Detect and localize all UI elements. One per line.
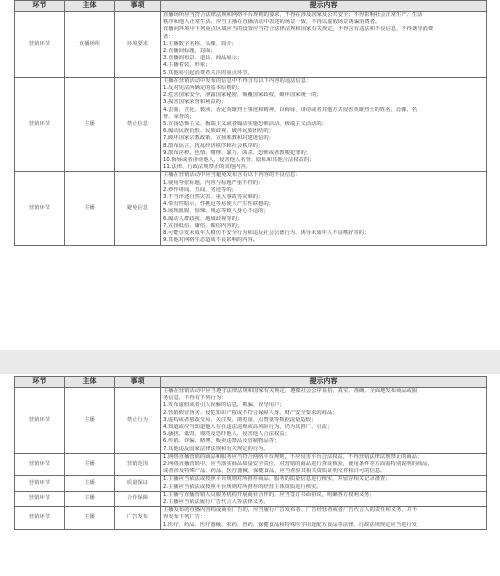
document-page-1 [14, 0, 486, 348]
table-header-row [15, 1, 487, 12]
section-cell: 营销环节 [15, 507, 65, 530]
content-cell [161, 491, 487, 506]
header-subject: 主体 [65, 1, 115, 12]
content-cell [161, 507, 487, 530]
section-cell: 营销环节 [15, 491, 65, 506]
content-line: 6.煽动民族仇恨、民族歧视，破坏民族团结的； [163, 128, 274, 135]
subject-cell: 主播 [65, 491, 115, 506]
subject-cell: 主播 [65, 507, 115, 530]
content-line: 务信息，不得有下列行为： [163, 395, 227, 402]
content-line: 者： [163, 33, 174, 40]
content-line: 4.知道或应当知道他人存在违法违规或高风险行为，仍为其推广、引流； [163, 424, 333, 431]
item-cell: 合作保障 [115, 491, 161, 506]
content-line: 3.不当评述自然灾害、重大事故等灾难的； [163, 194, 264, 201]
content-line: 主播在营销活动中发布的信息中不得含有以下内容的违法信息： [163, 77, 312, 84]
content-line: 1.医疗、药品、医疗器械、农药、兽药、保健食品和特殊医学用途配方食品等法律、行政法规规定应当进行发 [163, 521, 418, 528]
header-content: 提示内容 [161, 377, 487, 388]
table-row [15, 77, 487, 172]
content-line: 6.传销、诈骗、赌博、贩卖违禁品及管制物品等； [163, 438, 280, 445]
content-line: 1.发布虚假或者引人误解的信息，欺骗、误导用户； [163, 402, 285, 409]
content-line: 秩序和他人正常生活。应当主播在直播活动中表述的场景一致，不得以虚假场景诱骗消费者。 [163, 19, 381, 26]
content-cell [161, 172, 487, 245]
table-row [15, 491, 487, 506]
content-line: 2.炒作绯闻、丑闻、劣迹等的； [163, 186, 237, 193]
content-cell [161, 77, 487, 172]
subject-cell: 主播 [65, 77, 115, 172]
content-line: 8.散布谣言，扰乱经济秩序和社会秩序的； [163, 142, 264, 149]
content-line: 7.破坏国家宗教政策，宣扬邪教和封建迷信的； [163, 135, 274, 142]
content-line: 1.使用夸张标题，内容与标题严重不符的； [163, 179, 264, 186]
header-item: 事项 [115, 1, 161, 12]
item-cell: 质量保证 [115, 476, 161, 491]
content-line: 得发布下列广告： [163, 514, 206, 521]
content-line: 4.主播着装、形象； [163, 62, 211, 69]
content-line: 主播在营销活动中应当避免发布含有以下内容的不良信息： [163, 172, 301, 179]
item-cell: 环境要求 [115, 12, 161, 78]
content-line: 5.宣扬恐怖主义、极端主义或者煽动实施恐怖活动、极端主义活动的； [163, 121, 327, 128]
content-line: 1.网络直播营销的商品和服务应当符合网络平台规则，不应侵害平台合法权益，不得营销法律法规禁止的商品； [163, 453, 423, 460]
table-row [15, 507, 487, 530]
content-line: 7.其他违反国家法律法规和有关规定的行为。 [163, 445, 269, 452]
page-gap [0, 350, 500, 374]
content-line: 8.可能引发未成年人模仿不安全行为和违反社会公德行为、诱导未成年人不良嗜好等的； [163, 230, 370, 237]
content-cell [161, 388, 487, 454]
table-1-body [15, 12, 487, 246]
section-cell: 营销环节 [15, 476, 65, 491]
content-line: 2.网络直播营销中，应当落实商品质量安全责任，对营销的商品进行查证核验，使用条件等方面需特别说明的商品， [163, 461, 433, 468]
content-line: 1.主播与直播营销人员服务机构开展商业合作的，应当签订书面协议，明确各方权利义务； [163, 491, 375, 498]
section-cell: 营销环节 [15, 388, 65, 454]
section-cell: 营销环节 [15, 12, 65, 78]
header-section: 环节 [15, 377, 65, 388]
content-line: 主播发布的直播内容构成商业广告的，应当履行广告发布者、广告经营者或者广告代言人的责任和义务，并不 [163, 507, 418, 514]
content-line: 1.主播应当依法或按照平台规则对所推荐商品、服务的质量信息进行核实，并留存相关记录备查； [163, 476, 391, 483]
content-line: 7.宣扬低俗、庸俗、媚俗内容的； [163, 222, 243, 229]
document-page-2 [14, 376, 486, 576]
content-line: 2.主播应当依法履行广告代言人等法律义务。 [163, 499, 269, 506]
content-line: 2.营销假冒伪劣、侵犯知识产权或不符合保障人身、财产安全要求的商品； [163, 409, 338, 416]
content-line: 4.歪曲、丑化、亵渎、否定英雄烈士事迹和精神，以侮辱、诽谤或者其他方式侵害英雄烈士的姓名、肖像、名 [163, 106, 418, 113]
table-2-body [15, 388, 487, 530]
table-header-row [15, 377, 487, 388]
content-line: 1.主播数字名称、头像、简介； [163, 40, 237, 47]
content-cell [161, 476, 487, 491]
subject-cell: 主播 [65, 476, 115, 491]
section-cell: 营销环节 [15, 77, 65, 172]
content-line: 5.展现血腥、惊悚、残忍等致人身心不适的； [163, 208, 269, 215]
content-line: 或者涉及特殊产品、药品、医疗器械、保健食品，应当查验其相关资质证明文件和许可的信息。 [163, 468, 386, 475]
content-line: 5.骚扰、诋毁、谩骂及恐吓他人，侵害他人合法权益； [163, 431, 290, 438]
content-line: 誉、荣誉的； [163, 113, 195, 120]
content-line: 9.散布淫秽、色情、赌博、暴力、凶杀、恐怖或者教唆犯罪的； [163, 149, 312, 156]
table-2 [14, 376, 487, 530]
content-line: 直播场所应当符合法律法规和网络平台规则的要求，不得在涉及国家及公共安全；不得影响社会正常生产、生活 [163, 12, 423, 18]
table-row [15, 453, 487, 476]
table-row [15, 172, 487, 245]
content-cell [161, 453, 487, 476]
item-cell: 禁止信息 [115, 77, 161, 172]
table-row [15, 388, 487, 454]
table-row [15, 476, 487, 491]
header-item: 事项 [115, 377, 161, 388]
content-line: 主播在营销活动中应当遵守法律法规和国家有关规定，遵循社会公序良俗，真实、准确、全面地发布商品或服 [163, 388, 418, 394]
subject-cell: 主播 [65, 388, 115, 454]
item-cell: 避免信息 [115, 172, 161, 245]
content-line: 3.虚构或者篡改交易、关注度、浏览量、点赞量等数据流量造假； [163, 416, 317, 423]
content-line: 4.带有性暗示、性挑逗等易使人产生性联想的； [163, 201, 274, 208]
content-line: 2.直播间标题、封面； [163, 48, 216, 55]
table-row [15, 12, 487, 78]
content-line: 9.其他对网络生态造成不良影响的内容。 [163, 237, 259, 244]
item-cell: 禁止行为 [115, 388, 161, 454]
content-line: 直播间环境中下列重点区域应当的设置应当符合法律法规和国家有关规定，不得含有违法和不良信息，不得诱导消费 [163, 26, 434, 33]
table-1 [14, 0, 487, 246]
content-line: 5.其他易引起消费者关注的重点环节。 [163, 69, 253, 76]
content-line: 2.主播应当依法或按照平台规则对所推荐的经营主体资质进行核实。 [163, 483, 322, 490]
content-line: 3.直播间布景、道具、商品展示； [163, 55, 243, 62]
item-cell: 广告发布 [115, 507, 161, 530]
content-line: 10.侮辱或者诽谤他人，侵害他人名誉、隐私和其他合法权益的； [163, 157, 315, 164]
section-cell: 营销环节 [15, 453, 65, 476]
subject-cell: 主播 [65, 453, 115, 476]
content-line: 2.危害国家安全，泄露国家秘密，颠覆国家政权，破坏国家统一的； [163, 92, 322, 99]
content-line: 3.损害国家荣誉和利益的； [163, 99, 227, 106]
subject-cell: 直播场所 [65, 12, 115, 78]
content-line: 6.煽动人群歧视、地域歧视等的； [163, 215, 243, 222]
header-section: 环节 [15, 1, 65, 12]
content-line: 11.法律、行政法规禁止的其他内容。 [163, 164, 251, 171]
content-line: 1.反对宪法所确定的基本原则的； [163, 85, 243, 92]
header-subject: 主体 [65, 377, 115, 388]
item-cell: 营销范围 [115, 453, 161, 476]
subject-cell: 主播 [65, 172, 115, 245]
section-cell: 营销环节 [15, 172, 65, 245]
header-content: 提示内容 [161, 1, 487, 12]
content-cell [161, 12, 487, 78]
